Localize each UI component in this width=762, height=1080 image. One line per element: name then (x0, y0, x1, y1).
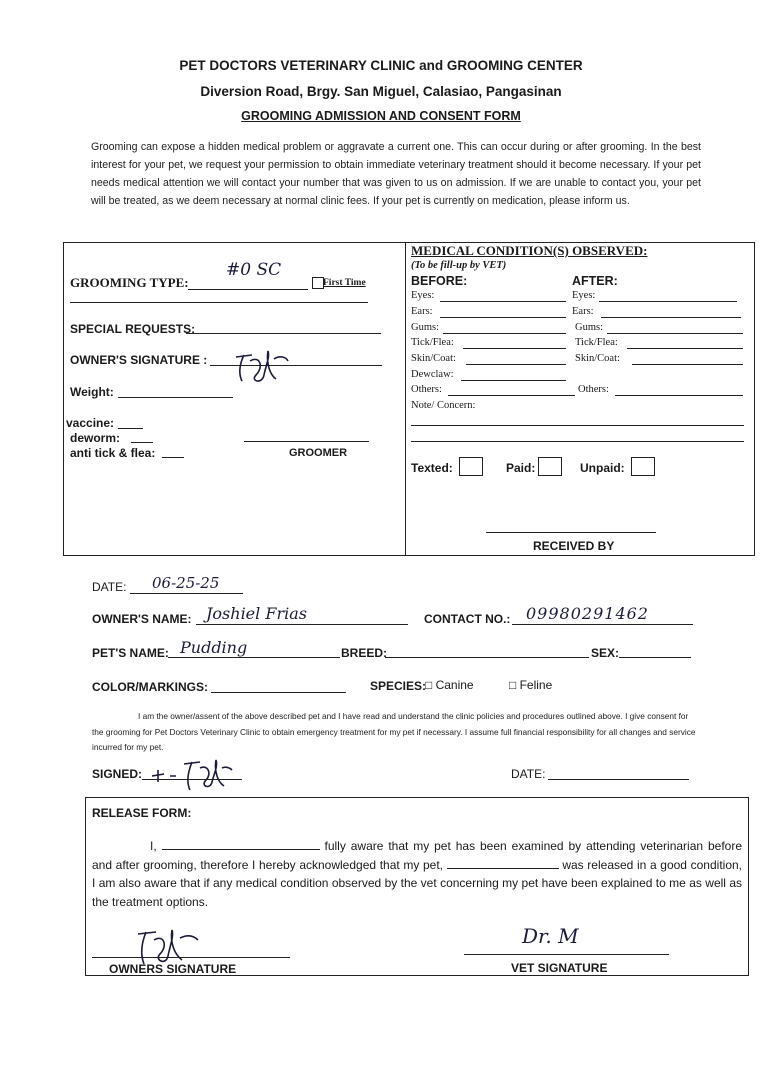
weight-line[interactable] (118, 397, 233, 398)
after-gums-line[interactable] (607, 333, 743, 334)
signed-date-label: DATE: (511, 767, 546, 781)
after-others-line[interactable] (615, 395, 743, 396)
tick-flea-label: anti tick & flea: (70, 446, 156, 460)
before-dewclaw-line[interactable] (461, 380, 566, 381)
texted-label: Texted: (411, 461, 453, 475)
note-line-1[interactable] (411, 425, 744, 426)
before-eyes-label: Eyes: (411, 290, 435, 301)
before-dewclaw-label: Dewclaw: (411, 369, 454, 380)
breed-label: BREED: (341, 646, 388, 660)
release-text-part3: was released in a good condition, I am also aware that if any medical condition observed by the vet concerning my pet have been explained to me as well as the treatment options. (92, 857, 742, 909)
first-time-label: First Time (323, 278, 366, 288)
date-line[interactable] (130, 593, 243, 594)
box-divider (405, 243, 406, 555)
paid-label: Paid: (506, 461, 536, 475)
after-tickflea-line[interactable] (627, 348, 743, 349)
unpaid-checkbox[interactable] (631, 457, 655, 476)
received-by-label: RECEIVED BY (533, 539, 615, 553)
color-markings-label: COLOR/MARKINGS: (92, 680, 208, 694)
before-eyes-line[interactable] (440, 301, 566, 302)
release-vet-signature-label: VET SIGNATURE (511, 961, 608, 975)
before-others-line[interactable] (448, 395, 575, 396)
before-label: BEFORE: (411, 274, 468, 288)
sex-label: SEX: (591, 646, 620, 660)
after-tickflea-label: Tick/Flea: (575, 337, 618, 348)
consent-paragraph: I am the owner/assent of the above described pet and I have read and understand the clinic policies and procedures outlined above. I give consent for the grooming for Pet Doctors Veterinary Clinic to obtain emergency treatment for my pet if necessary. I assume full financial responsibility for all changes and service incurred for my pet. (92, 711, 696, 752)
before-skincoat-line[interactable] (466, 364, 566, 365)
release-name-blank[interactable] (162, 839, 320, 850)
owner-name-label: OWNER'S NAME: (92, 612, 192, 626)
after-ears-label: Ears: (572, 306, 594, 317)
after-skincoat-label: Skin/Coat: (575, 353, 620, 364)
special-requests-label: SPECIAL REQUESTS: (70, 322, 196, 336)
after-eyes-label: Eyes: (572, 290, 596, 301)
pet-name-line[interactable] (168, 657, 340, 658)
texted-checkbox[interactable] (459, 457, 483, 476)
vaccine-label: vaccine: (66, 416, 115, 430)
pet-name-value[interactable]: Pudding (180, 638, 248, 657)
unpaid-label: Unpaid: (580, 461, 625, 475)
after-ears-line[interactable] (601, 317, 741, 318)
after-eyes-line[interactable] (599, 301, 737, 302)
grooming-type-label: GROOMING TYPE: (70, 275, 189, 290)
groomer-label: GROOMER (289, 447, 348, 459)
release-text-part1: I, (150, 839, 162, 853)
before-skincoat-label: Skin/Coat: (411, 353, 456, 364)
paid-checkbox[interactable] (538, 457, 562, 476)
before-ears-line[interactable] (440, 317, 566, 318)
owner-name-line[interactable] (196, 624, 408, 625)
after-skincoat-line[interactable] (632, 364, 743, 365)
date-label: DATE: (92, 580, 127, 594)
date-value[interactable]: 06-25-25 (152, 574, 220, 592)
before-tickflea-label: Tick/Flea: (411, 337, 454, 348)
weight-label: Weight: (70, 385, 114, 399)
clinic-name: PET DOCTORS VETERINARY CLINIC and GROOMING CENTER (179, 58, 583, 73)
medical-subtitle: (To be fill-up by VET) (411, 260, 507, 271)
breed-line[interactable] (385, 657, 589, 658)
release-pet-blank[interactable] (447, 858, 559, 869)
grooming-type-line (188, 289, 308, 290)
received-by-line[interactable] (486, 532, 656, 533)
color-markings-line[interactable] (211, 692, 346, 693)
clinic-address: Diversion Road, Brgy. San Miguel, Calasiao, Pangasinan (200, 84, 562, 99)
before-others-label: Others: (411, 384, 442, 395)
tick-flea-line[interactable] (162, 457, 184, 458)
contact-line[interactable] (512, 624, 693, 625)
before-ears-label: Ears: (411, 306, 433, 317)
note-concern-label: Note/ Concern: (411, 400, 476, 411)
note-line-2[interactable] (411, 441, 744, 442)
signed-signature-image (148, 756, 234, 796)
species-canine-option[interactable]: □ Canine (425, 678, 474, 692)
medical-title: MEDICAL CONDITION(S) OBSERVED: (411, 243, 648, 258)
before-gums-line[interactable] (443, 333, 566, 334)
intro-paragraph: Grooming can expose a hidden medical problem or aggravate a current one. This can occur during or after grooming. In the best interest for your pet, we request your permission to obtain immediate veterinary treatment should it become necessary. If your pet needs medical attention we will contact your number that was given to us on admission. If we are unable to contact you, your pet will be treated, as we deem necessary at normal clinic fees. If your pet is currently on medication, please inform us. (91, 141, 701, 207)
pet-name-label: PET'S NAME: (92, 646, 169, 660)
release-vet-signature-value: Dr. M (522, 924, 579, 948)
release-vet-signature-line[interactable] (464, 954, 669, 955)
sex-line[interactable] (619, 657, 691, 658)
release-title: RELEASE FORM: (92, 806, 192, 820)
special-requests-line[interactable] (186, 333, 381, 334)
deworm-label: deworm: (70, 431, 121, 445)
before-tickflea-line[interactable] (463, 348, 566, 349)
after-gums-label: Gums: (575, 322, 604, 333)
grooming-type-line-2 (70, 302, 368, 303)
signed-date-line[interactable] (548, 779, 689, 780)
owner-signature-label: OWNER'S SIGNATURE : (70, 353, 208, 367)
after-others-label: Others: (578, 384, 609, 395)
species-label: SPECIES: (370, 679, 427, 693)
grooming-type-value[interactable]: #0 SC (226, 260, 282, 280)
owner-signature-image (230, 345, 292, 387)
groomer-line[interactable] (244, 441, 369, 442)
form-title: GROOMING ADMISSION AND CONSENT FORM (241, 109, 521, 123)
after-label: AFTER: (572, 274, 618, 288)
before-gums-label: Gums: (411, 322, 440, 333)
release-owner-signature-label: OWNERS SIGNATURE (109, 962, 237, 976)
deworm-line[interactable] (131, 442, 153, 443)
signed-label: SIGNED: (92, 767, 143, 781)
vaccine-line[interactable] (118, 428, 143, 429)
contact-label: CONTACT NO.: (424, 612, 511, 626)
release-text-part2: fully aware that my pet has been examined by attending veterinarian before and after grooming, therefore I hereby acknowledged that my pet, (92, 839, 742, 872)
species-feline-option[interactable]: □ Feline (509, 678, 553, 692)
owner-name-value[interactable]: Joshiel Frias (206, 604, 307, 623)
contact-value[interactable]: 09980291462 (526, 604, 649, 623)
release-paragraph (92, 837, 742, 911)
